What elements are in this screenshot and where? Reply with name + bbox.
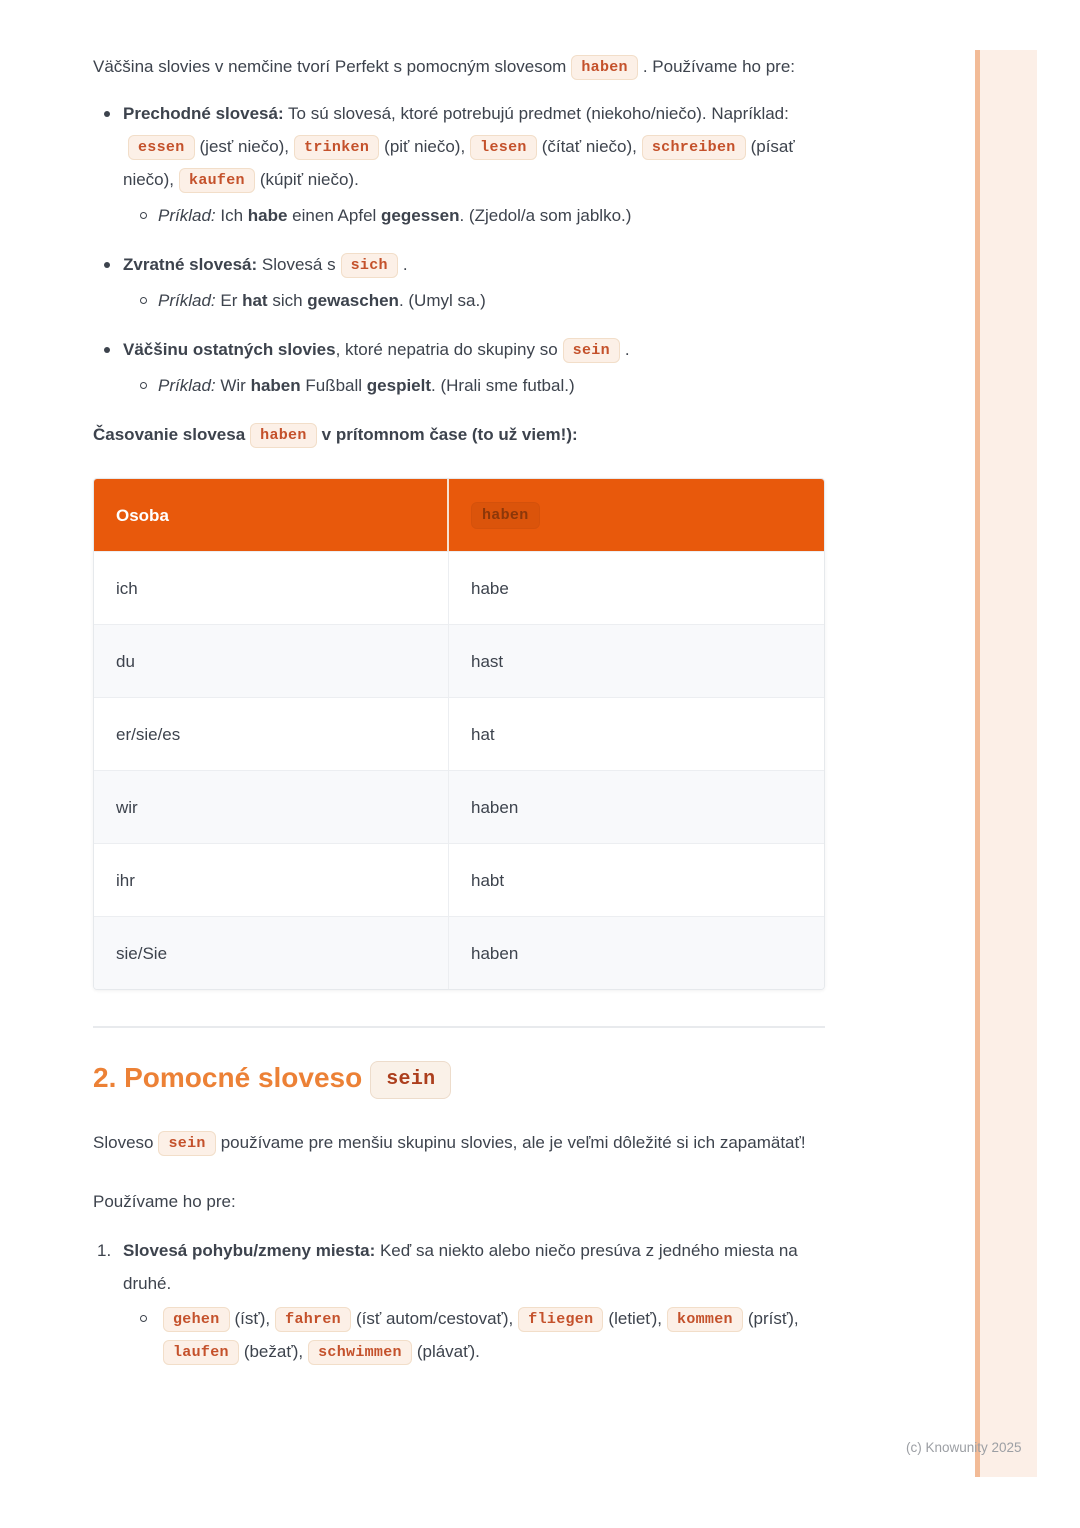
text-segment: (prísť), xyxy=(747,1309,799,1328)
list-item-text xyxy=(123,248,825,281)
text-segment: hat xyxy=(242,291,268,310)
text-segment: gewaschen xyxy=(307,291,399,310)
text-segment: . (Umyl sa.) xyxy=(398,291,486,310)
german-verb-badge: laufen xyxy=(163,1340,239,1365)
text-segment: Väčšina slovies v nemčine tvorí Perfekt s pomocným slovesom xyxy=(93,57,567,76)
text-segment: Príklad: xyxy=(158,376,216,395)
verb-examples-item xyxy=(158,1302,825,1368)
list-item-text xyxy=(123,333,825,366)
text-segment: používame pre menšiu skupinu slovies, ale je veľmi dôležité si ich zapamätať! xyxy=(220,1133,806,1152)
text-segment: Prechodné slovesá: xyxy=(123,104,284,123)
numbered-item-text xyxy=(123,1234,825,1300)
section-divider xyxy=(93,1026,825,1028)
table-header-person xyxy=(94,479,449,551)
form-cell: habt xyxy=(471,870,505,890)
text-segment: . (Hrali sme futbal.) xyxy=(431,376,575,395)
text-segment: (jesť niečo), xyxy=(199,137,290,156)
text-segment: (ísť), xyxy=(234,1309,271,1328)
text-segment: . Používame ho pre: xyxy=(642,57,795,76)
text-segment: (ísť autom/cestovať), xyxy=(355,1309,514,1328)
person-cell: wir xyxy=(94,771,449,843)
example-sublist xyxy=(123,369,825,402)
table-header-verb xyxy=(449,479,824,551)
german-verb-badge: trinken xyxy=(294,135,379,160)
text-segment: Keď sa niekto alebo niečo presúva z jedného miesta na druhé. xyxy=(123,1241,798,1293)
german-verb-badge: sein xyxy=(563,338,620,363)
text-segment: habe xyxy=(247,206,288,225)
section2-heading xyxy=(93,1058,825,1102)
section2-heading-badge: sein xyxy=(370,1061,451,1099)
text-segment: Príklad: xyxy=(158,291,216,310)
form-cell: hast xyxy=(471,651,504,671)
text-segment: Er xyxy=(215,291,243,310)
text-segment: (plávať). xyxy=(416,1342,480,1361)
text-segment: , ktoré nepatria do skupiny so xyxy=(335,340,558,359)
text-segment: v prítomnom čase (to už viem!): xyxy=(321,425,578,444)
text-segment: Slovesá pohybu/zmeny miesta: xyxy=(123,1241,376,1260)
form-cell: haben xyxy=(471,797,519,817)
german-verb-badge: gehen xyxy=(163,1307,230,1332)
numbered-item-motion-verbs xyxy=(123,1234,825,1368)
german-verb-badge: fahren xyxy=(275,1307,351,1332)
example-item xyxy=(158,199,825,232)
conjugation-heading xyxy=(93,418,825,451)
german-verb-badge: kaufen xyxy=(179,168,255,193)
german-verb-badge: sein xyxy=(158,1131,215,1156)
text-segment: . xyxy=(624,340,630,359)
haben-usage-list xyxy=(93,97,825,402)
form-cell: habe xyxy=(471,578,509,598)
german-verb-badge: schreiben xyxy=(642,135,746,160)
decorative-side-stripe xyxy=(975,50,1037,1477)
text-segment: . (Zjedol/a som jablko.) xyxy=(459,206,632,225)
table-row xyxy=(94,843,824,916)
text-segment: (piť niečo), xyxy=(384,137,466,156)
text-segment: (kúpiť niečo). xyxy=(259,170,359,189)
german-verb-badge: fliegen xyxy=(518,1307,603,1332)
text-segment: (letieť), xyxy=(608,1309,663,1328)
conjugation-table xyxy=(93,478,825,990)
text-segment: Príklad: xyxy=(158,206,216,225)
table-header-person-label: Osoba xyxy=(116,505,169,525)
person-cell: du xyxy=(94,625,449,697)
motion-verbs-sublist xyxy=(123,1302,825,1368)
text-segment: gegessen xyxy=(381,206,460,225)
text-segment: Zvratné slovesá: xyxy=(123,255,258,274)
example-item xyxy=(158,369,825,402)
person-cell: ihr xyxy=(94,844,449,916)
text-segment: (písať niečo), xyxy=(123,137,795,189)
table-row xyxy=(94,916,824,989)
verb-badge: haben xyxy=(471,502,540,529)
table-row xyxy=(94,770,824,843)
example-sublist xyxy=(123,284,825,317)
table-row xyxy=(94,551,824,624)
german-verb-badge: haben xyxy=(250,423,317,448)
text-segment: (čítať niečo), xyxy=(541,137,637,156)
text-segment: Wir xyxy=(215,376,251,395)
person-cell: sie/Sie xyxy=(94,917,449,989)
usage-intro-line: Používame ho pre: xyxy=(93,1192,236,1211)
example-sublist xyxy=(123,199,825,232)
text-segment: haben xyxy=(250,376,301,395)
german-verb-badge: essen xyxy=(128,135,195,160)
section2-intro-paragraph xyxy=(93,1126,825,1159)
section2-heading-text: 2. Pomocné sloveso xyxy=(93,1062,363,1093)
intro-paragraph xyxy=(93,50,825,83)
text-segment: To sú slovesá, ktoré potrebujú predmet (niekoho/niečo). Napríklad: xyxy=(283,104,789,123)
german-verb-badge: lesen xyxy=(470,135,537,160)
list-item-reflexive-verbs xyxy=(123,248,825,317)
example-item xyxy=(158,284,825,317)
text-segment: . xyxy=(402,255,408,274)
text-segment: (bežať), xyxy=(243,1342,304,1361)
text-segment: Slovesá s xyxy=(257,255,336,274)
text-segment: einen Apfel xyxy=(287,206,382,225)
table-row xyxy=(94,697,824,770)
person-cell: ich xyxy=(94,552,449,624)
form-cell: haben xyxy=(471,943,519,963)
german-verb-badge: haben xyxy=(571,55,638,80)
german-verb-badge: kommen xyxy=(667,1307,743,1332)
table-row xyxy=(94,624,824,697)
text-segment: Ich xyxy=(215,206,248,225)
form-cell: hat xyxy=(471,724,495,744)
text-segment: Fußball xyxy=(300,376,367,395)
text-segment: gespielt xyxy=(366,376,432,395)
text-segment: Sloveso xyxy=(93,1133,154,1152)
text-segment: Väčšinu ostatných slovies xyxy=(123,340,336,359)
text-segment: Časovanie slovesa xyxy=(93,425,246,444)
list-item-other-verbs xyxy=(123,333,825,402)
german-verb-badge: sich xyxy=(341,253,398,278)
list-item-transitive-verbs xyxy=(123,97,825,232)
text-segment: sich xyxy=(267,291,308,310)
list-item-text xyxy=(123,97,825,196)
german-verb-badge: schwimmen xyxy=(308,1340,412,1365)
document-content xyxy=(93,0,825,1384)
footer-credit: (c) Knowunity 2025 xyxy=(906,1440,1022,1455)
table-header-row xyxy=(94,479,824,551)
person-cell: er/sie/es xyxy=(94,698,449,770)
sein-usage-list xyxy=(93,1234,825,1368)
